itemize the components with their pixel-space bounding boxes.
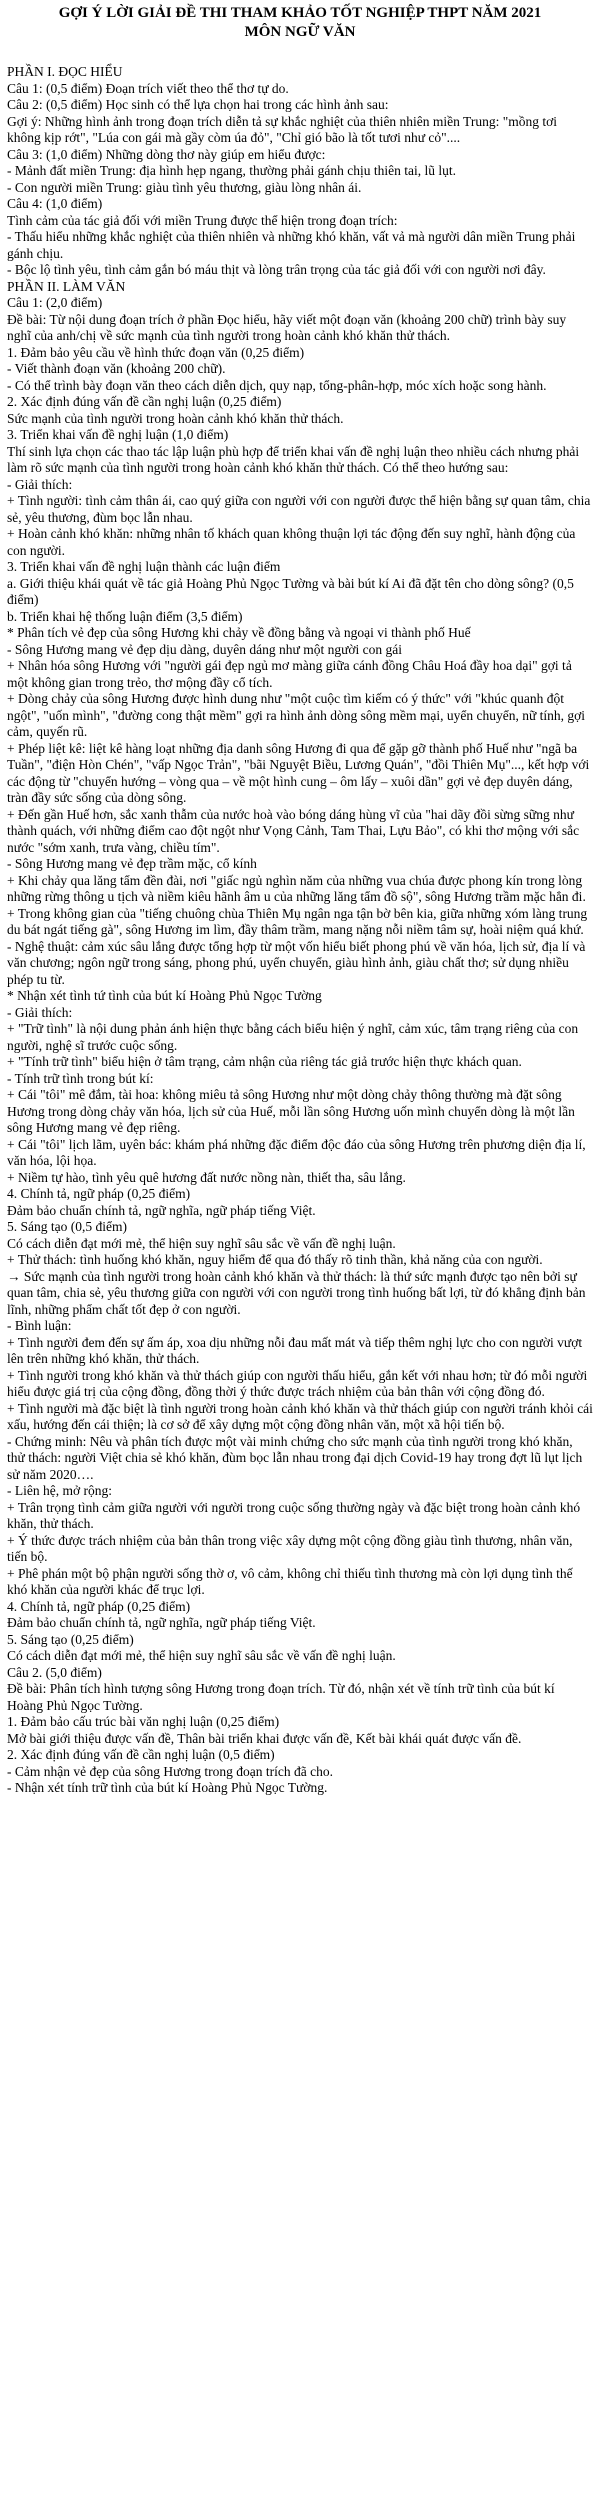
doc-line: + "Tính trữ tình" biểu hiện ở tâm trạng, cảm nhận của riêng tác giả trước hiện thực khách quan.	[7, 1054, 522, 1069]
doc-line: + Tình người: tình cảm thân ái, cao quý giữa con người với con người được thể hiện bằng sự quan tâm, chia sẻ, yêu thương, đùm bọc lẫn nhau.	[7, 493, 591, 525]
doc-line: - Nghệ thuật: cảm xúc sâu lắng được tổng hợp từ một vốn hiểu biết phong phú về văn hóa, lịch sử, địa lí và văn chương; ngôn ngữ trong sáng, phong phú, uyển chuyển, giàu hình ảnh, giàu chất thơ; sử dụng nhiều phép tu từ.	[7, 938, 586, 987]
doc-line: - Mảnh đất miền Trung: địa hình hẹp ngang, thường phải gánh chịu thiên tai, lũ lụt.	[7, 163, 457, 178]
doc-line: - Viết thành đoạn văn (khoảng 200 chữ).	[7, 361, 226, 376]
doc-line: 3. Triển khai vấn đề nghị luận thành các luận điểm	[7, 559, 281, 574]
doc-line: + Cái "tôi" mê đắm, tài hoa: không miêu tả sông Hương như một dòng chảy thông thường mà đặt sông Hương trong dòng chảy văn hóa, lịch sử của Huế, mỗi lần sông Hương uốn mình chuyển dòng là một lần sông Hương mang vẻ đẹp riêng.	[7, 1087, 575, 1135]
doc-line: Câu 3: (1,0 điểm) Những dòng thơ này giúp em hiểu được:	[7, 146, 326, 162]
doc-subject: MÔN NGỮ VĂN	[244, 24, 356, 40]
doc-line: + Tình người đem đến sự ấm áp, xoa dịu những nỗi đau mất mát và tiếp thêm nghị lực cho con người vượt lên trên những khó khăn, thử thách.	[7, 1334, 583, 1366]
doc-line: Tình cảm của tác giả đối với miền Trung được thể hiện trong đoạn trích:	[7, 212, 398, 228]
doc-line: + Dòng chảy của sông Hương được hình dung như "một cuộc tìm kiếm có ý thức" với "khúc quanh đột ngột", "uốn mình", "đường cong thật mềm" gợi ra hình ảnh dòng sông mềm mại, uyển chuyển, nữ tính, gợi cảm, quyến rũ.	[7, 691, 586, 739]
doc-line: + Phép liệt kê: liệt kê hàng loạt những địa danh sông Hương đi qua để gặp gỡ thành phố Huế như "ngã ba Tuần", "điện Hòn Chén", "vấp Ngọc Trản", "bãi Nguyệt Biều, Lương Quán", "đồi Thiên Mụ"..., kết hợp với các động từ "chuyển hướng – vòng qua – về một hình cung – ôm lấy – xuôi dần" gợi vẻ đẹp duyên dáng, tràn đầy sức sống của dòng sông.	[7, 740, 590, 805]
doc-line: + Phê phán một bộ phận người sống thờ ơ, vô cảm, không chỉ thiếu tình thương mà còn lợi dụng tình thế khó khăn của người khác để trục lợi.	[7, 1565, 573, 1597]
doc-line: - Tính trữ tình trong bút kí:	[7, 1070, 154, 1086]
doc-line: Câu 4: (1,0 điểm)	[7, 196, 103, 211]
doc-line: Câu 1: (2,0 điểm)	[7, 295, 103, 310]
doc-line: + Thử thách: tình huống khó khăn, nguy hiểm để qua đó thấy rõ tinh thần, khả năng của con người.	[7, 1252, 543, 1267]
doc-line: Câu 1: (0,5 điểm) Đoạn trích viết theo thể thơ tự do.	[7, 80, 289, 96]
doc-line: + Trong không gian của "tiếng chuông chùa Thiên Mụ ngân nga tận bờ bên kia, giữa những xóm làng trung du bát ngát tiếng gà", sông Hương im lìm, đầy thâm trầm, mang nặng nỗi niềm tâm sự, hoài niệm quá khứ.	[7, 905, 588, 937]
doc-body	[7, 64, 593, 1797]
doc-line: Đề bài: Từ nội dung đoạn trích ở phần Đọc hiểu, hãy viết một đoạn văn (khoảng 200 chữ) trình bày suy nghĩ của anh/chị về sức mạnh của tình người trong hoàn cảnh khó khăn thử thách.	[7, 311, 567, 343]
doc-line: Đề bài: Phân tích hình tượng sông Hương trong đoạn trích. Từ đó, nhận xét về tính trữ tình của bút kí Hoàng Phủ Ngọc Tường.	[7, 1681, 555, 1713]
doc-line: 5. Sáng tạo (0,25 điểm)	[7, 1631, 134, 1647]
doc-line: 2. Xác định đúng vấn đề cần nghị luận (0,25 điểm)	[7, 394, 282, 409]
doc-line: - Chứng minh: Nêu và phân tích được một vài minh chứng cho sức mạnh của tình người trong khó khăn, thử thách: người Việt chia sẻ khó khăn, đùm bọc lẫn nhau trong đại dịch Covid-19 hay trong đợt lũ lụt lịch sử năm 2020….	[7, 1433, 583, 1482]
doc-line: 5. Sáng tạo (0,5 điểm)	[7, 1219, 127, 1234]
doc-line: - Liên hệ, mở rộng:	[7, 1483, 112, 1498]
doc-line: 1. Đảm bảo yêu cầu về hình thức đoạn văn (0,25 điểm)	[7, 344, 305, 360]
doc-line: Sức mạnh của tình người trong hoàn cảnh khó khăn thử thách.	[7, 410, 344, 426]
doc-line: 1. Đảm bảo cấu trúc bài văn nghị luận (0,25 điểm)	[7, 1714, 280, 1729]
doc-line: - Giải thích:	[7, 476, 73, 492]
doc-line: Gợi ý: Những hình ảnh trong đoạn trích diễn tả sự khắc nghiệt của thiên nhiên miền Trung: "mồng tơi không kịp rớt", "Lúa con gái mà gầy còm úa đỏ", "Chỉ gió bão là tốt tươi như cỏ"....	[7, 113, 557, 145]
doc-line: - Bộc lộ tình yêu, tình cảm gắn bó máu thịt và lòng trân trọng của tác giả đối với con người nơi đây.	[7, 262, 546, 277]
doc-line: + Ý thức được trách nhiệm của bản thân trong việc xây dựng một cộng đồng giàu tình thương, nhân văn, tiến bộ.	[7, 1532, 573, 1564]
doc-line: + Tình người trong khó khăn và thử thách giúp con người thấu hiểu, gắn kết với nhau hơn; từ đó mỗi người hiểu được giá trị của cộng đồng, đồng thời ý thức được trách nhiệm của bản thân với cộng đồng đó.	[7, 1367, 588, 1399]
doc-line: Mở bài giới thiệu được vấn đề, Thân bài triển khai được vấn đề, Kết bài khái quát được vấn đề.	[7, 1730, 522, 1746]
doc-line: + "Trữ tình" là nội dung phản ánh hiện thực bằng cách biểu hiện ý nghĩ, cảm xúc, tâm trạng riêng của con người, nghệ sĩ trước cuộc sống.	[7, 1021, 579, 1053]
doc-line: 4. Chính tả, ngữ pháp (0,25 điểm)	[7, 1598, 191, 1614]
doc-line: Có cách diễn đạt mới mẻ, thể hiện suy nghĩ sâu sắc về vấn đề nghị luận.	[7, 1235, 396, 1251]
doc-line: * Nhận xét tình tứ tình của bút kí Hoàng Phủ Ngọc Tường	[7, 988, 322, 1003]
doc-line: - Nhận xét tính trữ tình của bút kí Hoàng Phủ Ngọc Tường.	[7, 1780, 328, 1795]
doc-line: + Đến gần Huế hơn, sắc xanh thẫm của nước hoà vào bóng dáng hùng vĩ của "hai dãy đồi sừng sững như thành quách, với những điểm cao đột ngột như Vọng Cảnh, Tam Thai, Lựu Bảo", có khi thơ mộng với sắc nước "sớm xanh, trưa vàng, chiều tím".	[7, 806, 580, 855]
doc-line: - Giải thích:	[7, 1004, 73, 1020]
doc-line: + Tình người mà đặc biệt là tình người trong hoàn cảnh khó khăn và thử thách giúp con người tránh khỏi cái xấu, hướng đến cái thiện; là cơ sở để xây dựng một cộng đồng nhân văn, một xã hội tiến bộ.	[7, 1400, 593, 1432]
doc-line: 3. Triển khai vấn đề nghị luận (1,0 điểm)	[7, 427, 229, 442]
doc-line: - Cảm nhận vẻ đẹp của sông Hương trong đoạn trích đã cho.	[7, 1763, 333, 1779]
doc-line: Đảm bảo chuẩn chính tả, ngữ nghĩa, ngữ pháp tiếng Việt.	[7, 1202, 316, 1218]
doc-line: - Có thể trình bày đoạn văn theo cách diễn dịch, quy nạp, tổng-phân-hợp, móc xích hoặc song hành.	[7, 377, 547, 393]
doc-line: - Thấu hiểu những khắc nghiệt của thiên nhiên và những khó khăn, vất vả mà người dân miền Trung phải gánh chịu.	[7, 229, 576, 261]
doc-line: → Sức mạnh của tình người trong hoàn cảnh khó khăn và thử thách: là thứ sức mạnh được tạo nên bởi sự quan tâm, chia sẻ, yêu thương giữa con người với con người trong tình huống bất lợi, từ đó khẳng định bản lĩnh, những phẩm chất tốt đẹp ở con người.	[7, 1268, 586, 1317]
doc-line: + Khi chảy qua lăng tẩm đền đài, nơi "giấc ngủ nghìn năm của những vua chúa được phong kín trong lòng những rừng thông u tịch và niềm kiêu hãnh âm u của những lăng tẩm đồ sộ", sông Hương trầm mặc hẳn đi.	[7, 872, 586, 904]
doc-line: - Bình luận:	[7, 1318, 72, 1333]
doc-line: b. Triển khai hệ thống luận điểm (3,5 điểm)	[7, 608, 243, 624]
doc-line: + Nhân hóa sông Hương với "người gái đẹp ngủ mơ màng giữa cánh đồng Châu Hoá đầy hoa dại" gợi tả một không gian trong trẻo, thơ mộng đầy cổ tích.	[7, 658, 572, 690]
doc-line: * Phân tích vẻ đẹp của sông Hương khi chảy về đồng bằng và ngoại vi thành phố Huế	[7, 625, 471, 640]
doc-line: PHẦN I. ĐỌC HIỂU	[7, 64, 123, 79]
doc-line: - Sông Hương mang vẻ đẹp dịu dàng, duyên dáng như một người con gái	[7, 641, 403, 657]
doc-line: Câu 2: (0,5 điểm) Học sinh có thể lựa chọn hai trong các hình ảnh sau:	[7, 97, 389, 112]
doc-line: PHẦN II. LÀM VĂN	[7, 278, 126, 294]
doc-line: 2. Xác định đúng vấn đề cần nghị luận (0,5 điểm)	[7, 1747, 275, 1762]
doc-line: a. Giới thiệu khái quát về tác giả Hoàng Phủ Ngọc Tường và bài bút kí Ai đã đặt tên cho dòng sông? (0,5 điểm)	[7, 575, 574, 607]
doc-line: Câu 2. (5,0 điểm)	[7, 1664, 102, 1680]
doc-line: + Hoàn cảnh khó khăn: những nhân tố khách quan không thuận lợi tác động đến suy nghĩ, hành động của con người.	[7, 526, 576, 558]
doc-line: + Niềm tự hào, tình yêu quê hương đất nước nồng nàn, thiết tha, sâu lắng.	[7, 1169, 406, 1185]
doc-line: - Con người miền Trung: giàu tình yêu thương, giàu lòng nhân ái.	[7, 179, 362, 195]
doc-line: Thí sinh lựa chọn các thao tác lập luận phù hợp để triển khai vấn đề nghị luận theo nhiều cách nhưng phải làm rõ sức mạnh của tình người trong hoàn cảnh khó khăn thử thách. Có thể theo hướng sau:	[7, 443, 580, 475]
doc-line: 4. Chính tả, ngữ pháp (0,25 điểm)	[7, 1186, 191, 1201]
doc-line: + Cái "tôi" lịch lãm, uyên bác: khám phá những đặc điểm độc đáo của sông Hương trên phương diện địa lí, văn hóa, lội họa.	[7, 1136, 586, 1168]
doc-line: Đảm bảo chuẩn chính tả, ngữ nghĩa, ngữ pháp tiếng Việt.	[7, 1615, 316, 1630]
doc-title: GỢI Ý LỜI GIẢI ĐỀ THI THAM KHẢO TỐT NGHIỆP THPT NĂM 2021	[58, 5, 542, 21]
doc-line: - Sông Hương mang vẻ đẹp trầm mặc, cổ kính	[7, 856, 257, 871]
doc-line: + Trân trọng tình cảm giữa người với người trong cuộc sống thường ngày và đặc biệt trong hoàn cảnh khó khăn, thử thách.	[7, 1499, 581, 1531]
doc-line: Có cách diễn đạt mới mẻ, thể hiện suy nghĩ sâu sắc về vấn đề nghị luận.	[7, 1648, 396, 1663]
